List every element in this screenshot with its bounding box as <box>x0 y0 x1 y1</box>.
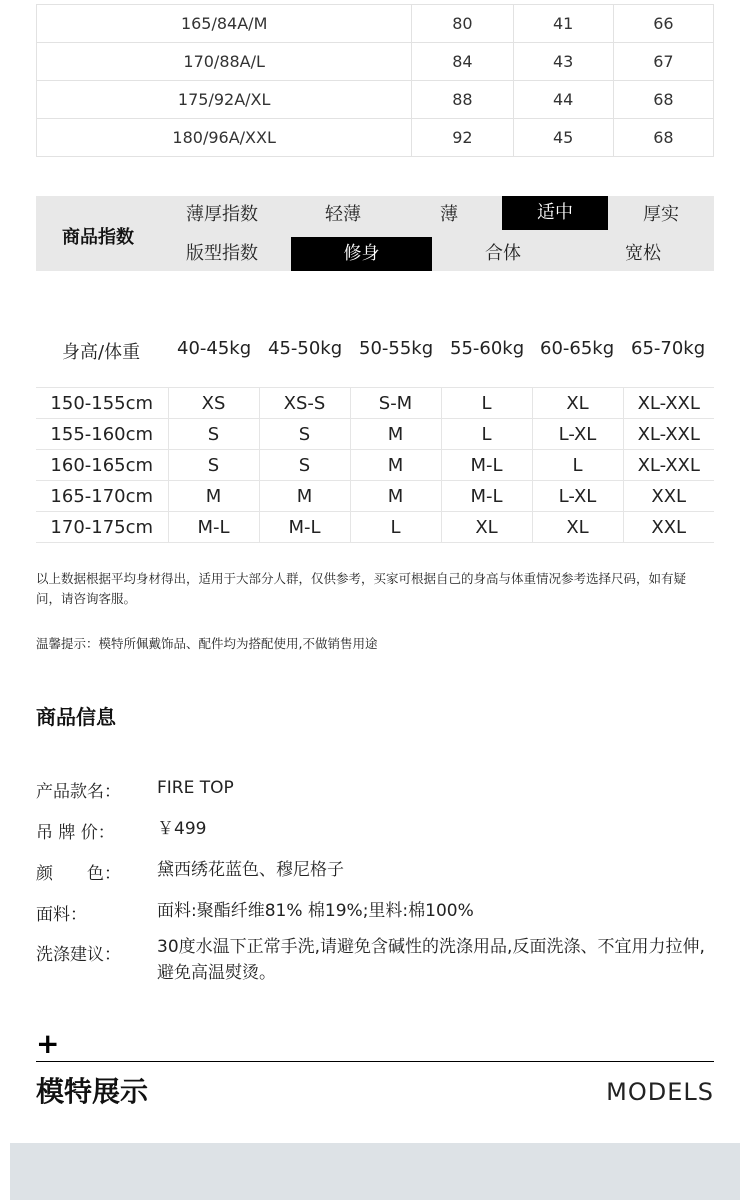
size-cell-value: 67 <box>613 43 713 81</box>
hw-size-cell: M <box>350 481 441 512</box>
size-cell-value: 43 <box>513 43 613 81</box>
models-title-en: MODELS <box>606 1078 714 1106</box>
size-row <box>37 119 714 157</box>
hw-row <box>36 481 714 512</box>
hw-header-weight: 60-65kg <box>540 338 615 359</box>
fit-label: 版型指数 <box>186 243 258 264</box>
hw-size-cell: L <box>441 388 532 419</box>
size-table <box>36 4 714 157</box>
size-cell-value: 80 <box>412 5 513 43</box>
hw-row <box>36 419 714 450</box>
tag-price-value: ￥499 <box>157 819 207 839</box>
hw-row <box>36 450 714 481</box>
size-cell-label: 175/92A/XL <box>37 81 412 119</box>
product-name-value: FIRE TOP <box>157 778 234 798</box>
fit-option-loose: 宽松 <box>625 243 661 264</box>
product-info-title: 商品信息 <box>36 705 116 729</box>
fabric-value: 面料:聚酯纤维81% 棉19%;里料:棉100% <box>157 901 474 921</box>
hw-header-weight: 65-70kg <box>631 338 706 359</box>
hw-size-cell: XS-S <box>259 388 350 419</box>
hw-size-cell: M <box>168 481 259 512</box>
hw-size-cell: XXL <box>623 481 714 512</box>
thickness-option-light: 轻薄 <box>325 204 361 225</box>
fit-option-slim-selected: 修身 <box>291 237 432 271</box>
hw-size-cell: M <box>259 481 350 512</box>
hw-size-cell: L <box>350 512 441 543</box>
fit-option-regular: 合体 <box>485 243 521 264</box>
size-cell-value: 41 <box>513 5 613 43</box>
hw-size-cell: S <box>259 419 350 450</box>
hw-size-cell: S <box>259 450 350 481</box>
size-row <box>37 43 714 81</box>
hw-size-cell: XL-XXL <box>623 450 714 481</box>
size-cell-value: 45 <box>513 119 613 157</box>
product-name-label: 产品款名： <box>36 782 121 802</box>
size-cell-value: 68 <box>613 119 713 157</box>
hw-header-weight: 50-55kg <box>359 338 434 359</box>
thickness-option-thick: 厚实 <box>643 204 679 225</box>
color-value: 黛西绣花蓝色、穆尼格子 <box>157 860 344 880</box>
tag-price-label: 吊 牌 价： <box>36 823 115 843</box>
size-cell-value: 66 <box>613 5 713 43</box>
height-weight-table <box>36 387 714 543</box>
size-cell-value: 84 <box>412 43 513 81</box>
product-index-bar <box>36 196 714 271</box>
thickness-option-medium-selected: 适中 <box>502 196 608 230</box>
hw-size-cell: M-L <box>441 481 532 512</box>
hw-size-cell: XL <box>532 512 623 543</box>
size-cell-value: 88 <box>412 81 513 119</box>
wash-label: 洗涤建议： <box>36 945 121 965</box>
size-cell-value: 92 <box>412 119 513 157</box>
thickness-label: 薄厚指数 <box>186 204 258 225</box>
model-photo <box>10 1143 740 1200</box>
hw-height-cell: 155-160cm <box>36 419 168 450</box>
size-cell-value: 68 <box>613 81 713 119</box>
hw-size-cell: XS <box>168 388 259 419</box>
hw-size-cell: XL-XXL <box>623 419 714 450</box>
index-title: 商品指数 <box>62 227 134 248</box>
hw-size-cell: L-XL <box>532 481 623 512</box>
hw-height-cell: 170-175cm <box>36 512 168 543</box>
hw-header-label: 身高/体重 <box>62 342 141 363</box>
hw-size-cell: XL-XXL <box>623 388 714 419</box>
color-label: 颜 色： <box>36 864 121 884</box>
hw-size-cell: L <box>532 450 623 481</box>
hw-size-cell: XXL <box>623 512 714 543</box>
hw-size-cell: M-L <box>441 450 532 481</box>
size-disclaimer: 以上数据根据平均身材得出，适用于大部分人群，仅供参考，买家可根据自己的身高与体重情况参考选择尺码，如有疑问，请咨询客服。 <box>36 571 687 606</box>
plus-icon: + <box>36 1027 60 1060</box>
fabric-label: 面料： <box>36 905 87 925</box>
hw-size-cell: S <box>168 450 259 481</box>
hw-size-cell: S <box>168 419 259 450</box>
hw-size-cell: XL <box>532 388 623 419</box>
size-cell-label: 165/84A/M <box>37 5 412 43</box>
hw-height-cell: 165-170cm <box>36 481 168 512</box>
thickness-option-thin: 薄 <box>440 204 458 225</box>
wash-value: 30度水温下正常手洗,请避免含碱性的洗涤用品,反面洗涤、不宜用力拉伸,避免高温熨烫。 <box>157 937 705 983</box>
hw-height-cell: 150-155cm <box>36 388 168 419</box>
hw-row <box>36 512 714 543</box>
size-row <box>37 81 714 119</box>
size-row <box>37 5 714 43</box>
hw-height-cell: 160-165cm <box>36 450 168 481</box>
size-cell-label: 180/96A/XXL <box>37 119 412 157</box>
hw-size-cell: M-L <box>259 512 350 543</box>
accessory-notice: 温馨提示：模特所佩戴饰品、配件均为搭配使用,不做销售用途 <box>36 636 378 651</box>
size-cell-label: 170/88A/L <box>37 43 412 81</box>
hw-size-cell: M-L <box>168 512 259 543</box>
hw-size-cell: M <box>350 419 441 450</box>
hw-size-cell: L <box>441 419 532 450</box>
hw-size-cell: L-XL <box>532 419 623 450</box>
hw-header-weight: 55-60kg <box>450 338 525 359</box>
hw-header-weight: 40-45kg <box>177 338 252 359</box>
hw-row <box>36 388 714 419</box>
hw-header-weight: 45-50kg <box>268 338 343 359</box>
size-cell-value: 44 <box>513 81 613 119</box>
hw-size-cell: XL <box>441 512 532 543</box>
hw-size-cell: M <box>350 450 441 481</box>
hw-size-cell: S-M <box>350 388 441 419</box>
models-title-cn: 模特展示 <box>36 1075 149 1108</box>
section-divider <box>36 1061 714 1062</box>
